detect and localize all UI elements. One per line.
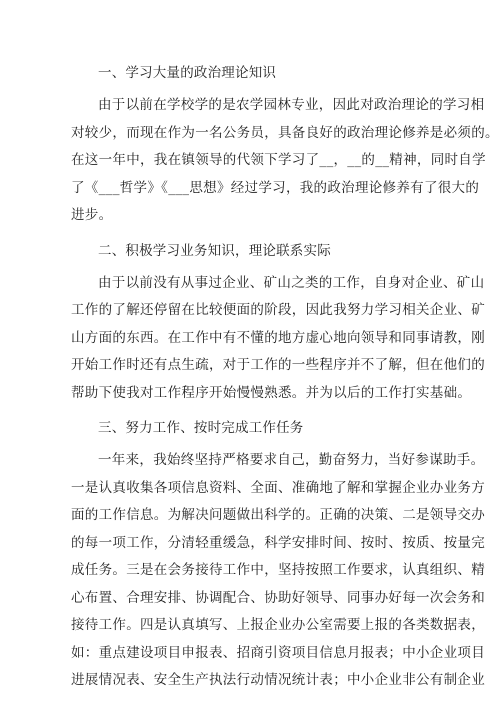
text-line: 山方面的东西。在工作中有不懂的地方虚心地向领导和同事请教，刚 [71,329,485,346]
section-heading-2: 二、积极学习业务知识，理论联系实际 [98,242,331,259]
text-line: 对较少，而现在作为一名公务员，具备良好的政治理论修养是必须的。 [71,124,499,141]
text-line: 成任务。三是在会务接待工作中，坚持按照工作要求，认真组织、精 [71,562,485,578]
section-heading-1: 一、学习大量的政治理论知识 [98,65,277,81]
text-line: 由于以前没有从事过企业、矿山之类的工作，自身对企业、矿山 [98,274,485,291]
text-line: 一年来，我始终坚持严格要求自己，勤奋努力，当好参谋助手。 [98,452,485,468]
text-line: 进展情况表、安全生产执法行动情况统计表；中小企业非公有制企业 [71,672,485,688]
section-paragraph-1 [71,92,499,230]
text-line: 面的工作信息。为解决问题做出科学的。正确的决策、二是领导交办 [71,507,485,523]
text-line: 接待工作。四是认真填写、上报企业办公室需要上报的各类数据表， [71,617,485,633]
text-line: 在这一年中，我在镇领导的代领下学习了__，__的__精神，同时自学 [71,152,486,168]
section-paragraph-3 [71,447,485,695]
text-line: 心布置、合理安排、协调配合、协助好领导、同事办好每一次会务和 [71,589,485,606]
text-line: 工作的了解还停留在比较便面的阶段，因此我努力学习相关企业、矿 [71,302,485,318]
text-line: 由于以前在学校学的是农学园林专业，因此对政治理论的学习相 [98,97,485,113]
text-line: 开始工作时还有点生疏，对于工作的一些程序并不了解，但在他们的 [71,357,485,373]
text-line: 帮助下使我对工作程序开始慢慢熟悉。并为以后的工作打实基础。 [71,384,472,401]
text-line: 如：重点建设项目申报表、招商引资项目信息月报表；中小企业项目 [71,644,485,661]
text-line: 进步。 [71,207,113,223]
text-line: 了《___哲学》《___思想》经过学习，我的政治理论修养有了很大的 [71,179,480,196]
section-heading-3: 三、努力工作、按时完成工作任务 [98,420,304,436]
text-line: 一是认真收集各项信息资料、全面、准确地了解和掌握企业办业务方 [71,479,485,496]
text-line: 的每一项工作，分清轻重缓急，科学安排时间、按时、按质、按量完 [71,534,485,551]
section-paragraph-2 [71,270,485,408]
document-page [71,58,499,695]
